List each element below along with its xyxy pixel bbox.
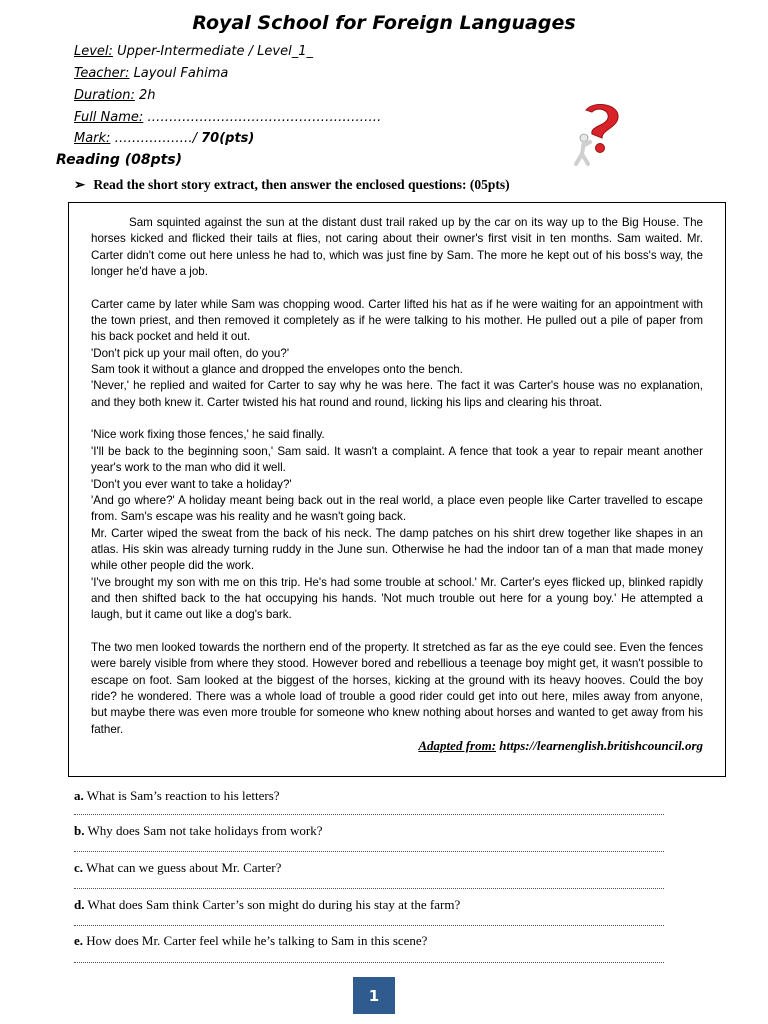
- level-value: Upper-Intermediate / Level_1_: [117, 44, 313, 59]
- story-paragraph: 'And go where?' A holiday meant being back out in the real world, a place even people like Carter travelled to escape from. Sam's escape was his reality and he wasn't going back.: [91, 493, 703, 524]
- fullname-label: Full Name:: [74, 110, 144, 125]
- answer-line[interactable]: [74, 851, 664, 852]
- source-credit: [91, 738, 703, 754]
- mark-total: 70(pts): [201, 131, 255, 146]
- fullname-value: ………………………………………………: [147, 110, 382, 125]
- page-number: 1: [353, 977, 395, 1014]
- question-b: [74, 823, 323, 839]
- mark-label: Mark:: [74, 131, 111, 146]
- answer-line[interactable]: [74, 925, 664, 926]
- question-a: [74, 788, 280, 804]
- question-e: [74, 933, 427, 949]
- reading-instruction: [74, 177, 510, 193]
- duration-line: [74, 88, 156, 103]
- story-paragraph: 'Nice work fixing those fences,' he said finally.: [91, 428, 325, 442]
- story-paragraph: Mr. Carter wiped the sweat from the back of his neck. The damp patches on his shirt drew together like shapes in an atlas. His skin was already turning ruddy in the June sun. Otherwise he had the indoor tan of a man that made money while other people did the work.: [91, 526, 703, 573]
- story-paragraph: 'Don't pick up your mail often, do you?': [91, 346, 290, 360]
- question-text: Why does Sam not take holidays from work?: [87, 823, 323, 838]
- teacher-value: Layoul Fahima: [133, 66, 229, 81]
- answer-line[interactable]: [74, 888, 664, 889]
- question-letter: a.: [74, 788, 84, 803]
- duration-label: Duration:: [74, 88, 135, 103]
- arrow-bullet-icon: ➢: [74, 177, 86, 192]
- question-text: What is Sam’s reaction to his letters?: [86, 788, 280, 803]
- source-url: https://learnenglish.britishcouncil.org: [499, 738, 703, 753]
- source-label: Adapted from:: [418, 738, 497, 753]
- story-paragraph: 'I've brought my son with me on this trip. He's had some trouble at school.' Mr. Carter's eyes flicked up, blinked rapidly and then shifted back to the hat occupying his hands. 'Not much trouble out here for a young boy.' He attempted a laugh, but it came out like a dog's bark.: [91, 575, 703, 622]
- story-paragraph: 'I'll be back to the beginning soon,' Sam said. It wasn't a complaint. A fence that took a year to repair meant another year's work to the man who did it well.: [91, 444, 703, 475]
- teacher-label: Teacher:: [74, 66, 130, 81]
- question-text: How does Mr. Carter feel while he’s talking to Sam in this scene?: [86, 933, 428, 948]
- mark-blank: ………………/: [114, 131, 197, 146]
- page-title: Royal School for Foreign Languages: [192, 12, 576, 34]
- reading-heading: Reading (08pts): [56, 152, 183, 168]
- question-letter: d.: [74, 897, 85, 912]
- answer-line[interactable]: [74, 814, 664, 815]
- level-label: Level:: [74, 44, 113, 59]
- duration-value: 2h: [138, 88, 156, 103]
- mark-line: [74, 131, 254, 146]
- question-d: [74, 897, 460, 913]
- question-letter: b.: [74, 823, 85, 838]
- question-letter: c.: [74, 860, 84, 875]
- story-paragraph: Carter came by later while Sam was chopping wood. Carter lifted his hat as if he were waiting for an appointment with the town priest, and then removed it completely as if he were talking to his mother. He pulled out a pile of paper from his back pocket and held it out.: [91, 297, 703, 344]
- story-paragraph: The two men looked towards the northern end of the property. It stretched as far as the eye could see. Even the fences were barely visible from where they stood. However bored and rebellious a teenage boy might get, it wasn't possible to escape on foot. Sam looked at the biggest of the horses, kicking at the ground with its heavy hooves. Could the boy ride? he wondered. There was a whole load of trouble a good rider could get into out here, miles away from anyone, but maybe there was even more trouble for someone who knew nothing about horses and wanted to get away from his father.: [91, 640, 703, 736]
- teacher-line: [74, 66, 228, 81]
- question-mark-icon: [570, 104, 626, 168]
- story-extract: [91, 215, 703, 754]
- level-line: [74, 44, 313, 59]
- story-paragraph: Sam took it without a glance and dropped the envelopes onto the bench.: [91, 363, 463, 377]
- story-paragraph: Sam squinted against the sun at the distant dust trail raked up by the car on its way up to the Big House. The horses kicked and flicked their tails at flies, not caring about their owner's first visit in ten months. Sam waited. Mr. Carter didn't come out here unless he had to, which was just fine by Sam. The more he kept out of his boss's way, the longer he'd have a job.: [91, 216, 703, 279]
- answer-line[interactable]: [74, 962, 664, 963]
- question-c: [74, 860, 281, 876]
- question-text: What does Sam think Carter’s son might do during his stay at the farm?: [87, 897, 461, 912]
- question-letter: e.: [74, 933, 84, 948]
- story-paragraph: 'Never,' he replied and waited for Carter to say why he was here. The fact it was Carter's house was no explanation, and they both knew it. Carter twisted his hat round and round, licking his lips and clearing his throat.: [91, 379, 703, 409]
- question-text: What can we guess about Mr. Carter?: [86, 860, 282, 875]
- fullname-line: [74, 110, 381, 125]
- story-paragraph: 'Don't you ever want to take a holiday?': [91, 477, 292, 491]
- instruction-text: Read the short story extract, then answer the enclosed questions: (05pts): [93, 177, 510, 192]
